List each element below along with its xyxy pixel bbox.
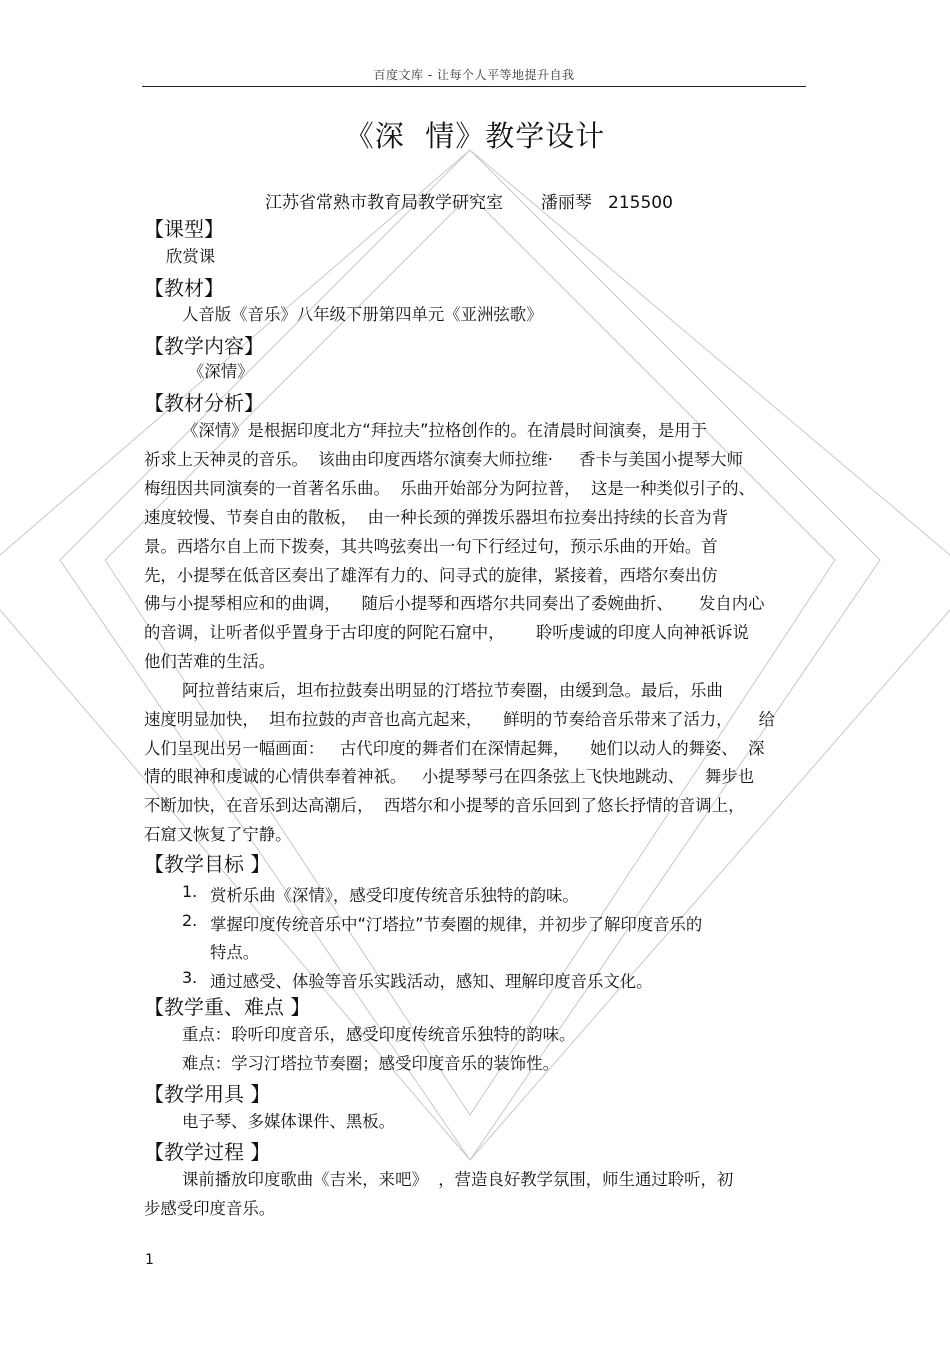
paragraph-line: 的音调，让听者似乎置身于古印度的阿陀石窟中， 聆听虔诚的印度人向神祇诉说 bbox=[144, 623, 749, 642]
list-item: 赏析乐曲《深情》，感受印度传统音乐独特的韵味。 bbox=[210, 886, 579, 905]
keypoint-key: 重点：聆听印度音乐，感受印度传统音乐独特的韵味。 bbox=[182, 1025, 576, 1044]
list-number: 3. bbox=[182, 968, 198, 987]
section-heading-type: 【课型】 bbox=[144, 217, 224, 241]
paragraph-line: 石窟又恢复了宁静。 bbox=[144, 825, 292, 844]
paragraph-line: 人们呈现出另一幅画面： 古代印度的舞者们在深情起舞， 她们以动人的舞姿、 深 bbox=[144, 739, 765, 758]
section-heading-process: 【教学过程 】 bbox=[144, 1140, 271, 1164]
content-body: 《深情》 bbox=[188, 362, 254, 381]
paragraph-line: 情的眼神和虔诚的心情供奉着神祇。 小提琴琴弓在四条弦上飞快地跳动、 舞步也 bbox=[144, 767, 755, 786]
page-number: 1 bbox=[145, 1252, 154, 1268]
paragraph-line: 《深情》是根据印度北方“拜拉夫”拉格创作的。在清晨时间演奏，是用于 bbox=[182, 421, 708, 440]
author-line: 江苏省常熟市教育局教学研究室 潘丽琴 215500 bbox=[265, 193, 673, 213]
paragraph-line: 课前播放印度歌曲《吉米，来吧》 ，营造良好教学氛围，师生通过聆听，初 bbox=[182, 1170, 734, 1189]
section-heading-tools: 【教学用具 】 bbox=[144, 1082, 271, 1106]
list-item-continuation: 特点。 bbox=[210, 943, 260, 962]
document-title: 《深 情》教学设计 bbox=[344, 119, 606, 153]
list-item: 通过感受、体验等音乐实践活动，感知、理解印度音乐文化。 bbox=[210, 972, 653, 991]
section-heading-content: 【教学内容】 bbox=[144, 334, 264, 358]
list-item: 掌握印度传统音乐中“汀塔拉”节奏圈的规律，并初步了解印度音乐的 bbox=[210, 915, 703, 934]
paragraph-line: 景。西塔尔自上而下拨奏，其共鸣弦奏出一句下行经过句，预示乐曲的开始。首 bbox=[144, 537, 718, 556]
material-body: 人音版《音乐》八年级下册第四单元《亚洲弦歌》 bbox=[182, 305, 543, 324]
section-heading-goals: 【教学目标 】 bbox=[144, 852, 271, 876]
paragraph-line: 祈求上天神灵的音乐。 该曲由印度西塔尔演奏大师拉维· 香卡与美国小提琴大师 bbox=[144, 450, 743, 469]
keypoint-difficult: 难点：学习汀塔拉节奏圈；感受印度音乐的装饰性。 bbox=[182, 1054, 559, 1073]
page-header: 百度文库 - 让每个人平等地提升自我 bbox=[373, 68, 575, 82]
section-heading-material: 【教材】 bbox=[144, 276, 224, 300]
section-heading-keypoints: 【教学重、难点 】 bbox=[144, 995, 311, 1019]
type-body: 欣赏课 bbox=[166, 247, 216, 266]
paragraph-line: 先，小提琴在低音区奏出了雄浑有力的、问寻式的旋律，紧接着，西塔尔奏出仿 bbox=[144, 566, 718, 585]
tools-body: 电子琴、多媒体课件、黑板。 bbox=[182, 1112, 396, 1131]
paragraph-line: 速度较慢、节奏自由的散板， 由一种长颈的弹拨乐器坦布拉奏出持续的长音为背 bbox=[144, 508, 729, 527]
paragraph-line: 佛与小提琴相应和的曲调， 随后小提琴和西塔尔共同奏出了委婉曲折、 发自内心 bbox=[144, 594, 765, 613]
header-rule bbox=[142, 86, 806, 87]
paragraph-line: 阿拉普结束后，坦布拉鼓奏出明显的汀塔拉节奏圈，由缓到急。最后，乐曲 bbox=[182, 681, 723, 700]
paragraph-line: 不断加快，在音乐到达高潮后， 西塔尔和小提琴的音乐回到了悠长抒情的音调上， bbox=[144, 796, 745, 815]
list-number: 1. bbox=[182, 882, 198, 901]
list-number: 2. bbox=[182, 911, 198, 930]
paragraph-line: 步感受印度音乐。 bbox=[144, 1199, 276, 1218]
paragraph-line: 他们苦难的生活。 bbox=[144, 652, 276, 671]
section-heading-analysis: 【教材分析】 bbox=[144, 391, 264, 415]
paragraph-line: 梅纽因共同演奏的一首著名乐曲。 乐曲开始部分为阿拉普， 这是一种类似引子的、 bbox=[144, 479, 755, 498]
paragraph-line: 速度明显加快， 坦布拉鼓的声音也高亢起来， 鲜明的节奏给音乐带来了活力， 给 bbox=[144, 710, 775, 729]
